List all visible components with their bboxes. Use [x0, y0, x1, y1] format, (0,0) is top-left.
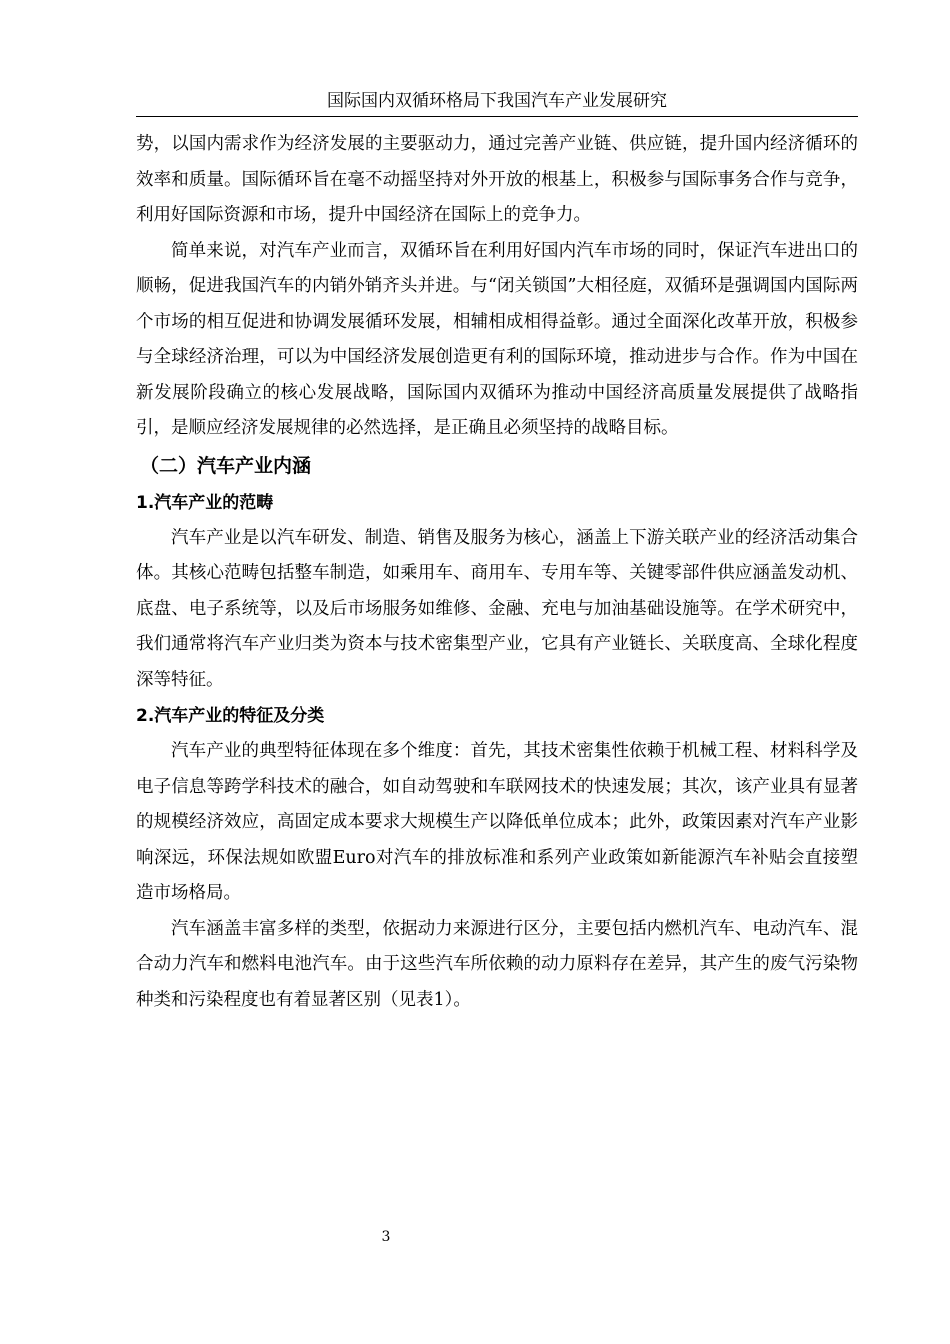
page-header	[136, 88, 858, 117]
paragraph-dual-circulation-summary: 简单来说，对汽车产业而言，双循环旨在利用好国内汽车市场的同时，保证汽车进出口的顺畅，促进我国汽车的内销外销齐头并进。与“闭关锁国”大相径庭，双循环是强调国内国际两个市场的相互促进和协调发展循环发展，相辅相成相得益彰。通过全面深化改革开放，积极参与全球经济治理，可以为中国经济发展创造更有利的国际环境，推动进步与合作。作为中国在新发展阶段确立的核心发展战略，国际国内双循环为推动中国经济高质量发展提供了战略指引，是顺应经济发展规律的必然选择，是正确且必须坚持的战略目标。	[136, 240, 858, 438]
header-title: 国际国内双循环格局下我国汽车产业发展研究	[327, 91, 667, 111]
paragraph-industry-scope: 汽车产业是以汽车研发、制造、销售及服务为核心，涵盖上下游关联产业的经济活动集合体。其核心范畴包括整车制造，如乘用车、商用车、专用车等、关键零部件供应涵盖发动机、底盘、电子系统等，以及后市场服务如维修、金融、充电与加油基础设施等。在学术研究中，我们通常将汽车产业归类为资本与技术密集型产业，它具有产业链长、关联度高、全球化程度深等特征。	[136, 527, 858, 690]
subsection-heading-scope: 1.汽车产业的范畴	[136, 492, 274, 513]
paragraph-industry-features: 汽车产业的典型特征体现在多个维度：首先，其技术密集性依赖于机械工程、材料科学及电子信息等跨学科技术的融合，如自动驾驶和车联网技术的快速发展；其次，该产业具有显著的规模经济效应，高固定成本要求大规模生产以降低单位成本；此外，政策因素对汽车产业影响深远，环保法规如欧盟Euro对汽车的排放标准和系列产业政策如新能源汽车补贴会直接塑造市场格局。	[136, 741, 858, 903]
document-body	[136, 127, 858, 1018]
section-heading: （二）汽车产业内涵	[140, 454, 312, 477]
page-number: 3	[381, 1229, 391, 1245]
paragraph-vehicle-types: 汽车涵盖丰富多样的类型，依据动力来源进行区分，主要包括内燃机汽车、电动汽车、混合动力汽车和燃料电池汽车。由于这些汽车所依赖的动力原料存在差异，其产生的废气污染物种类和污染程度也有着显著区别（见表1）。	[136, 918, 858, 1010]
subsection-heading-features: 2.汽车产业的特征及分类	[136, 706, 325, 726]
paragraph-continuation: 势，以国内需求作为经济发展的主要驱动力，通过完善产业链、供应链，提升国内经济循环的效率和质量。国际循环旨在毫不动摇坚持对外开放的根基上，积极参与国际事务合作与竞争，利用好国际资源和市场，提升中国经济在国际上的竞争力。	[136, 134, 858, 225]
